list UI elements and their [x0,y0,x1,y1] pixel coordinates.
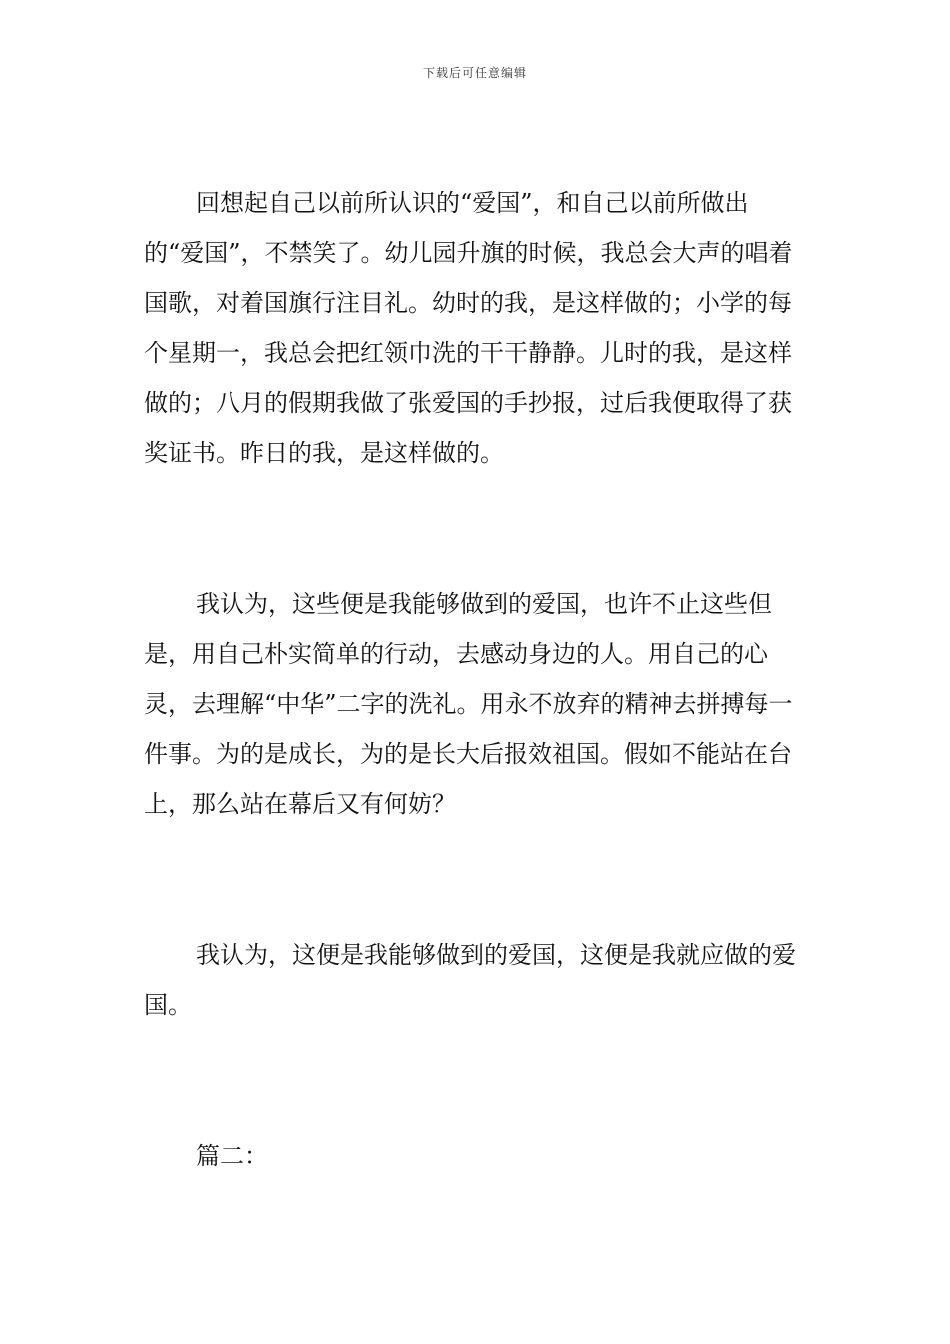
paragraph-2: 我认为，这些便是我能够做到的爱国，也许不止这些但是，用自己朴实简单的行动，去感动身边的人。用自己的心灵，去理解“中华”二字的洗礼。用永不放弃的精神去拼搏每一件事。为的是成长，为的是长大后报效祖国。假如不能站在台上，那么站在幕后又有何妨？ [144,590,793,818]
paragraph-1: 回想起自己以前所认识的“爱国”，和自己以前所做出的“爱国”，不禁笑了。幼儿园升旗的时候，我总会大声的唱着国歌，对着国旗行注目礼。幼时的我，是这样做的；小学的每个星期一，我总会把红领巾洗的干干静静。儿时的我，是这样做的；八月的假期我做了张爱国的手抄报，过后我便取得了获奖证书。昨日的我，是这样做的。 [144,189,793,467]
document-body [144,178,808,1181]
page-header: 下载后可任意编辑 [422,66,527,80]
paragraph-gap [144,1030,808,1131]
paragraph-3: 我认为，这便是我能够做到的爱国，这便是我就应做的爱国。 [144,941,796,1019]
paragraph-gap [144,829,808,930]
section-heading: 篇二： [196,1142,268,1170]
paragraph-gap [144,478,808,579]
